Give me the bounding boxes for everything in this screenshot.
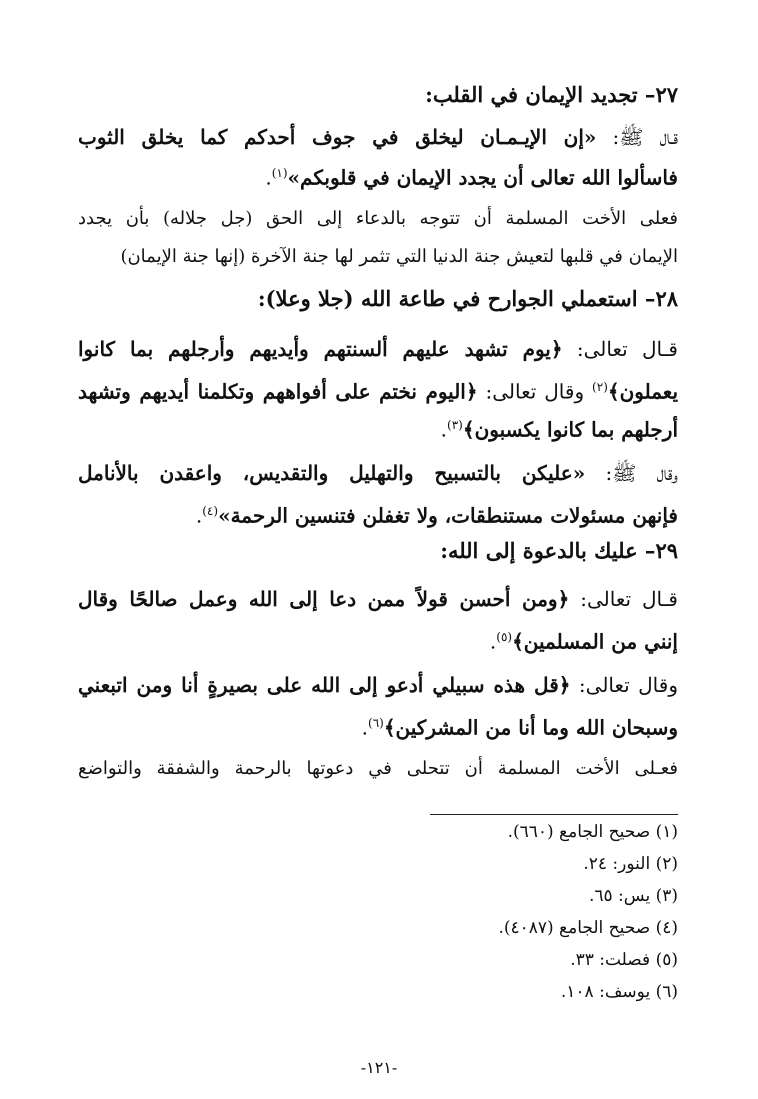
verse-text: ﴿اليوم نختم على أفواههم وتكلمنا أيديهم وتشهد	[78, 379, 478, 404]
verse-line	[78, 582, 678, 616]
quote-intro: قـال ﷺ:	[596, 125, 679, 149]
verse-line	[78, 332, 678, 366]
verse-text: أرجلهم بما كانوا يكسبون﴾	[462, 417, 678, 442]
footnote: (٤) صحيح الجامع (٤٠٨٧).	[498, 918, 678, 938]
footnote: (١) صحيح الجامع (٦٦٠).	[507, 822, 678, 842]
hadith-line	[78, 456, 678, 490]
verse-line: أرجلهم بما كانوا يكسبون﴾$^{(٣)}$.	[440, 417, 678, 442]
footnote-ref: (٦)	[368, 716, 384, 730]
footnote-ref: (٥)	[496, 630, 513, 644]
verse-text: وسبحان الله وما أنا من المشركين﴾	[383, 715, 678, 740]
hadith-line	[78, 120, 678, 154]
section-heading-27: ٢٧– تجديد الإيمان في القلب:	[425, 82, 678, 107]
hadith-text: «عليكن بالتسبيح والتهليل والتقديس، واعقدن بالأنامل	[78, 461, 586, 485]
verse-line	[78, 370, 678, 409]
hadith-text: فإنهن مسئولات مستنطقات، ولا تغفلن فتنسين الرحمة»	[218, 503, 678, 528]
footnote-ref: (٢)	[592, 380, 608, 394]
verse-text: يعملون﴾	[607, 379, 679, 404]
hadith-line: فإنهن مسئولات مستنطقات، ولا تغفلن فتنسين الرحمة»$^{(٤)}$.	[195, 503, 678, 528]
quote-intro: وقال تعالى:	[477, 379, 593, 404]
footnote: (٣) يس: ٦٥.	[588, 886, 678, 906]
quote-intro: وقال ﷺ:	[585, 461, 678, 485]
footnote-divider	[430, 814, 678, 815]
verse-text: ﴿ومن أحسن قولاً ممن دعا إلى الله وعمل صالحًا وقال	[78, 587, 570, 611]
footnote: (٥) فصلت: ٣٣.	[570, 950, 678, 970]
verse-text: ﴿قل هذه سبيلي أدعو إلى الله على بصيرةٍ أنا ومن اتبعني	[78, 673, 571, 697]
quote-intro: قـال تعالى:	[569, 587, 678, 611]
verse-text: إنني من المسلمين﴾	[512, 629, 678, 654]
section-heading-28: ٢٨– استعملي الجوارح في طاعة الله (جلا وعلا):	[257, 286, 678, 311]
footnote-ref: (٤)	[202, 504, 219, 518]
footnote: (٢) النور: ٢٤.	[583, 854, 678, 874]
verse-text: ﴿يوم تشهد عليهم ألسنتهم وأيديهم وأرجلهم بما كانوا	[78, 337, 563, 361]
verse-line	[78, 668, 678, 702]
hadith-text: «إن الإيـمـان ليخلق في جوف أحدكم كما يخلق الثوب	[78, 125, 597, 149]
paragraph-line: فعلى الأخت المسلمة أن تتوجه بالدعاء إلى الحق (جل جلاله) بأن يجدد	[78, 208, 678, 229]
quote-intro: قـال تعالى:	[562, 337, 678, 361]
section-heading-29: ٢٩– عليك بالدعوة إلى الله:	[440, 538, 678, 563]
hadith-line: فاسألوا الله تعالى أن يجدد الإيمان في قلوبكم»$^{(١)}$.	[265, 165, 678, 190]
verse-line: وسبحان الله وما أنا من المشركين﴾$^{(٦)}$.	[361, 715, 678, 740]
verse-line: إنني من المسلمين﴾$^{(٥)}$.	[489, 629, 678, 654]
footnote-ref: (١)	[271, 166, 288, 180]
paragraph-line: الإيمان في قلبها لتعيش جنة الدنيا التي تثمر لها جنة الآخرة (إنها جنة الإيمان)	[120, 246, 678, 267]
footnote: (٦) يوسف: ١٠٨.	[560, 982, 678, 1002]
paragraph-line: فعـلى الأخت المسلمة أن تتحلى في دعوتها بالرحمة والشفقة والتواضع	[78, 758, 678, 779]
hadith-text: فاسألوا الله تعالى أن يجدد الإيمان في قلوبكم»	[287, 165, 678, 190]
quote-intro: وقال تعالى:	[570, 673, 678, 697]
page-number: -١٢١-	[360, 1058, 398, 1077]
footnote-ref: (٣)	[447, 418, 463, 432]
